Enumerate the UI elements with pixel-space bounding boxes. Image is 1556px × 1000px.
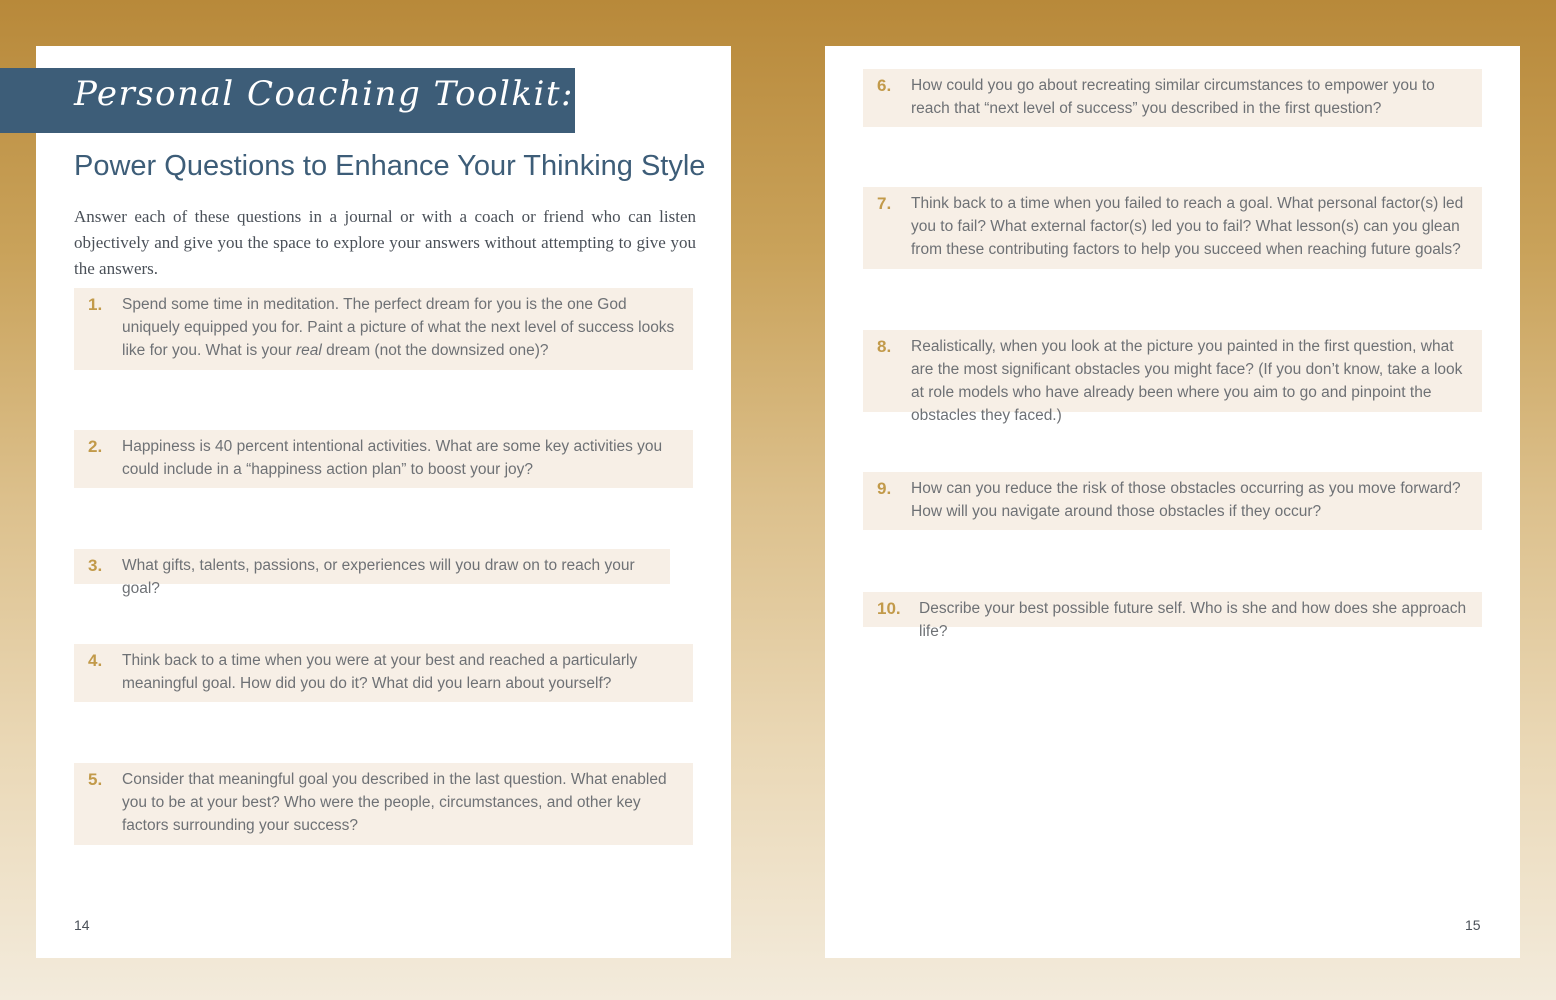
question-text: How can you reduce the risk of those obstacles occurring as you move forward? How will you navigate around those obstacles if they occur? [911,480,1461,520]
right-page [825,46,1520,958]
question-number: 4. [88,651,103,670]
banner-title: Personal Coaching Toolkit: [74,74,574,114]
question-number: 9. [877,479,892,498]
page-number: 14 [74,917,90,933]
question-number: 1. [88,295,103,314]
question-text: Think back to a time when you were at your best and reached a particularly meaningful goal. How did you do it? What did you learn about yourself? [122,652,638,692]
question-number: 7. [877,194,892,213]
question-text: Happiness is 40 percent intentional activities. What are some key activities you could include in a “happiness action plan” to boost your joy? [122,438,663,478]
question-6 [863,69,1482,127]
question-number: 8. [877,337,892,356]
question-2 [74,430,693,488]
question-7 [863,187,1482,269]
question-number: 6. [877,76,892,95]
question-text: Realistically, when you look at the picture you painted in the first question, what are the most significant obstacles you might face? (If you don’t know, take a look at role models who have already been where you aim to go and pinpoint the obstacles they faced.) [911,338,1463,424]
question-number: 5. [88,770,103,789]
question-9 [863,472,1482,530]
question-text: What gifts, talents, passions, or experiences will you draw on to reach your goal? [122,557,635,597]
toolkit-banner [0,68,575,133]
left-page [36,46,731,958]
question-text: Spend some time in meditation. The perfect dream for you is the one God uniquely equipped you for. Paint a picture of what the next level of success looks like for you. What is your real dream (not the downsized one)? [122,296,675,359]
question-text: Describe your best possible future self. Who is she and how does she approach life? [919,600,1467,640]
question-4 [74,644,693,702]
question-number: 10. [877,599,901,618]
question-5 [74,763,693,845]
intro-paragraph: Answer each of these questions in a journal or with a coach or friend who can listen objectively and give you the space to explore your answers without attempting to give you the answers. [74,207,696,278]
emphasis-word: real [296,342,322,359]
question-10 [863,592,1482,640]
question-text: Think back to a time when you failed to reach a goal. What personal factor(s) led you to fail? What external factor(s) led you to fail? What lesson(s) can you glean from these contributing factors to help you succeed when reaching future goals? [911,195,1464,258]
question-text: How could you go about recreating similar circumstances to empower you to reach that “next level of success” you described in the first question? [911,77,1435,117]
question-text: Consider that meaningful goal you described in the last question. What enabled you to be at your best? Who were the people, circumstances, and other key factors surrounding your success? [122,771,667,834]
question-3 [74,549,670,597]
question-1 [74,288,693,370]
question-8 [863,330,1482,424]
question-number: 2. [88,437,103,456]
page-subtitle: Power Questions to Enhance Your Thinking Style [74,150,706,182]
question-number: 3. [88,556,103,575]
page-number: 15 [1465,917,1481,933]
